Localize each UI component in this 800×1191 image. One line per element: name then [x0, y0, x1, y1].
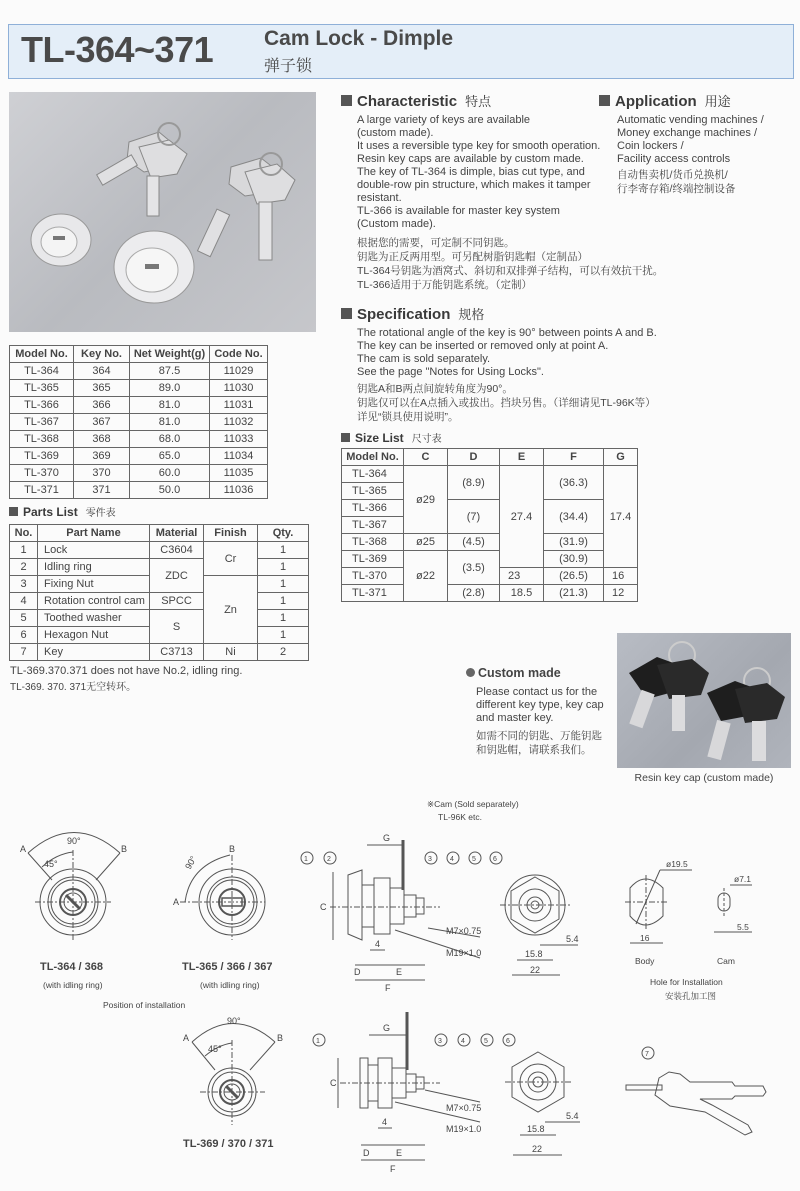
fig3-label: TL-369 / 370 / 371 [183, 1138, 274, 1150]
part-name: Lock [38, 542, 150, 559]
key-drawing [626, 1047, 766, 1135]
application-line-cn: 行李寄存箱/终端控制设备 [617, 183, 736, 195]
part-name: Idling ring [38, 559, 150, 576]
characteristic-line-cn: 根据您的需要，可定制不同钥匙。 [357, 237, 515, 249]
front-view-tl369 [192, 1024, 275, 1126]
d-cell: (8.9) [448, 466, 500, 500]
part-name: Toothed washer [38, 610, 150, 627]
dim-4-label: 4 [375, 939, 381, 949]
custom-made-line: and master key. [476, 712, 554, 724]
cam-ref: TL-96K etc. [438, 812, 482, 822]
end-view-tl364 [500, 875, 578, 975]
dim-f-label-b: F [390, 1164, 396, 1174]
table-row [10, 380, 268, 397]
custom-made-text-cn [476, 729, 616, 757]
column-header: D [448, 449, 500, 466]
specification-line: The rotational angle of the key is 90° between points A and B. [357, 327, 657, 339]
model-cell: TL-364 [342, 466, 404, 483]
angle-45-label: 45° [44, 859, 58, 869]
f-cell: (34.4) [544, 500, 604, 534]
point-a-label-fig3: A [183, 1033, 190, 1043]
table-header-row [10, 525, 309, 542]
dim-5-4-label: 5.4 [566, 934, 579, 944]
square-bullet-icon [341, 433, 350, 442]
part-no: 3 [10, 576, 38, 593]
table-row [10, 559, 309, 576]
square-bullet-icon [341, 308, 352, 319]
column-header: Material [150, 525, 204, 542]
end-view-tl369 [505, 1052, 580, 1155]
column-header: Key No. [74, 346, 130, 363]
table-row [342, 466, 638, 483]
size-table [341, 448, 638, 602]
column-header: Model No. [10, 346, 74, 363]
model-cell: TL-366 [10, 397, 74, 414]
hole-caption-cn: 安装孔加工图 [665, 991, 717, 1001]
model-cell: TL-371 [342, 585, 404, 602]
callout-5: 5 [472, 856, 476, 863]
weight-cell: 68.0 [130, 431, 210, 448]
dim-d-label-b: D [363, 1148, 370, 1158]
part-name: Rotation control cam [38, 593, 150, 610]
parts-list-heading: Parts List 零件表 [9, 505, 116, 521]
size-list-heading: Size List 尺寸表 [341, 431, 442, 447]
specification-line: The key can be inserted or removed only at point A. [357, 340, 609, 352]
table-row [10, 448, 268, 465]
specification-line-cn: 详见“锁具使用说明”。 [357, 411, 459, 423]
c-cell: ø29 [404, 466, 448, 534]
thread-large-label: M19×1.0 [446, 948, 482, 958]
circle-bullet-icon [466, 668, 475, 677]
part-no: 5 [10, 610, 38, 627]
parts-table [9, 524, 309, 661]
material-cell: SPCC [150, 593, 204, 610]
characteristic-text-cn [357, 236, 687, 292]
thread-large-label-b: M19×1.0 [446, 1124, 482, 1134]
dim-f-label: F [385, 983, 391, 993]
dim-g-label: G [383, 833, 391, 843]
column-header: Part Name [38, 525, 150, 542]
part-name: Fixing Nut [38, 576, 150, 593]
angle-90-label: 90° [67, 836, 81, 846]
part-no: 1 [10, 542, 38, 559]
key-cell: 364 [74, 363, 130, 380]
code-cell: 11032 [210, 414, 268, 431]
code-cell: 11034 [210, 448, 268, 465]
resin-key-caps-illustration [617, 633, 791, 768]
application-line: Coin lockers / [617, 140, 684, 152]
application-line: Automatic vending machines / [617, 114, 764, 126]
part-name: Hexagon Nut [38, 627, 150, 644]
application-heading: Application 用途 [599, 93, 731, 110]
table-header-row [10, 346, 268, 363]
specification-line: See the page "Notes for Using Locks". [357, 366, 544, 378]
table-row [10, 465, 268, 482]
callout-6-b: 6 [506, 1038, 510, 1045]
key-cell: 369 [74, 448, 130, 465]
key-cell: 371 [74, 482, 130, 499]
finish-cell: Ni [204, 644, 258, 661]
qty-cell: 2 [258, 644, 309, 661]
part-no: 4 [10, 593, 38, 610]
key-cell: 365 [74, 380, 130, 397]
fig2-sub: (with idling ring) [200, 980, 260, 990]
characteristic-line: (custom made). [357, 127, 434, 139]
e-cell: 27.4 [500, 466, 544, 568]
d-cell: (4.5) [448, 534, 500, 551]
weight-cell: 81.0 [130, 414, 210, 431]
model-cell: TL-369 [342, 551, 404, 568]
angle-45-label-fig3: 45° [208, 1044, 222, 1054]
custom-made-text [476, 686, 616, 725]
table-row [342, 585, 638, 602]
code-cell: 11033 [210, 431, 268, 448]
qty-cell: 1 [258, 576, 309, 593]
material-cell: C3713 [150, 644, 204, 661]
finish-cell: Cr [204, 542, 258, 576]
model-cell: TL-367 [342, 517, 404, 534]
c-cell: ø25 [404, 534, 448, 551]
dim-c-label-b: C [330, 1078, 337, 1088]
callout-7: 7 [645, 1051, 649, 1058]
characteristic-line: Resin key caps are available by custom made. [357, 153, 584, 165]
g-cell: 17.4 [604, 466, 638, 568]
callout-3: 3 [428, 856, 432, 863]
custom-made-line-cn: 和钥匙帽，请联系我们。 [476, 744, 592, 756]
table-row [10, 542, 309, 559]
model-cell: TL-366 [342, 500, 404, 517]
dim-g-label-b: G [383, 1023, 391, 1033]
dim-5-4-label-b: 5.4 [566, 1111, 579, 1121]
table-row [10, 431, 268, 448]
model-cell: TL-370 [342, 568, 404, 585]
dim-c-label: C [320, 902, 327, 912]
characteristic-line: The key of TL-364 is dimple, bias cut type, and [357, 166, 585, 178]
callout-2: 2 [327, 856, 331, 863]
dim-e-label: E [396, 967, 403, 977]
table-row [342, 534, 638, 551]
table-row [342, 500, 638, 517]
f-cell: (36.3) [544, 466, 604, 500]
specification-text-cn [357, 382, 687, 424]
model-table [9, 345, 268, 499]
angle-90-label-fig2: 90° [183, 854, 199, 871]
resin-key-cap-photo [617, 633, 791, 768]
dim-22-label: 22 [530, 965, 541, 975]
specification-line: The cam is sold separately. [357, 353, 491, 365]
code-cell: 11036 [210, 482, 268, 499]
callout-6: 6 [493, 856, 497, 863]
part-no: 2 [10, 559, 38, 576]
g-cell: 16 [604, 568, 638, 585]
qty-cell: 1 [258, 559, 309, 576]
model-range-title: TL-364~371 [21, 29, 214, 70]
weight-cell: 60.0 [130, 465, 210, 482]
model-cell: TL-365 [10, 380, 74, 397]
column-header: G [604, 449, 638, 466]
d-cell: (7) [448, 500, 500, 534]
table-row [10, 610, 309, 627]
characteristic-line-cn: TL-366适用于万能钥匙系统。（定制） [357, 279, 533, 291]
callout-1-b: 1 [316, 1038, 320, 1045]
column-header: Finish [204, 525, 258, 542]
material-cell: S [150, 610, 204, 644]
weight-cell: 50.0 [130, 482, 210, 499]
characteristic-line-cn: TL-364号钥匙为酒窝式、斜切和双排弹子结构，可以有效抗干扰。 [357, 265, 664, 277]
hole-caption: Hole for Installation [650, 977, 723, 987]
key-cell: 368 [74, 431, 130, 448]
characteristic-line: resistant. [357, 192, 402, 204]
model-cell: TL-368 [342, 534, 404, 551]
qty-cell: 1 [258, 542, 309, 559]
product-title: Cam Lock - Dimple [264, 27, 454, 50]
characteristic-text [357, 114, 607, 231]
cam-label: Cam [717, 956, 735, 966]
model-cell: TL-369 [10, 448, 74, 465]
finish-cell: Zn [204, 576, 258, 644]
square-bullet-icon [9, 507, 18, 516]
column-header: Code No. [210, 346, 268, 363]
qty-cell: 1 [258, 627, 309, 644]
hole-cam-dia-label: ø7.1 [734, 874, 752, 884]
table-row [10, 482, 268, 499]
fig1-label: TL-364 / 368 [40, 961, 103, 973]
point-a-label: A [20, 844, 27, 854]
application-line: Money exchange machines / [617, 127, 758, 139]
parts-note: TL-369.370.371 does not have No.2, idling ring. [10, 665, 243, 677]
application-line-cn: 自动售卖机/货币兑换机/ [617, 169, 728, 181]
weight-cell: 65.0 [130, 448, 210, 465]
point-b-label-fig2: B [229, 844, 236, 854]
table-row [10, 363, 268, 380]
model-cell: TL-367 [10, 414, 74, 431]
callout-4-b: 4 [461, 1038, 465, 1045]
qty-cell: 1 [258, 610, 309, 627]
cam-locks-and-keys-illustration [9, 92, 316, 332]
product-title-cn: 弹子锁 [264, 58, 313, 75]
cam-note: ※Cam (Sold separately) [427, 799, 519, 809]
specification-text [357, 327, 687, 379]
thread-small-label: M7×0.75 [446, 926, 482, 936]
f-cell: (21.3) [544, 585, 604, 602]
side-view-tl369 [338, 1012, 480, 1160]
square-bullet-icon [599, 95, 610, 106]
model-cell: TL-364 [10, 363, 74, 380]
d-cell: (2.8) [448, 585, 500, 602]
column-header: C [404, 449, 448, 466]
characteristic-line: It uses a reversible type key for smooth operation. [357, 140, 601, 152]
specification-line-cn: 钥匙仅可以在A点插入或拔出。挡块另售。（详细请见TL-96K等） [357, 397, 656, 409]
g-cell: 12 [604, 585, 638, 602]
application-line: Facility access controls [617, 153, 731, 165]
thread-small-label-b: M7×0.75 [446, 1103, 482, 1113]
specification-line-cn: 钥匙A和B两点间旋转角度为90°。 [357, 383, 513, 395]
c-cell: ø22 [404, 551, 448, 602]
code-cell: 11030 [210, 380, 268, 397]
custom-made-line-cn: 如需不同的钥匙、万能钥匙 [476, 730, 602, 742]
hole-body-w-label: 16 [640, 933, 650, 943]
d-cell: (3.5) [448, 551, 500, 585]
side-view-tl364 [330, 840, 480, 980]
front-view-tl364 [28, 833, 120, 941]
column-header: Qty. [258, 525, 309, 542]
e-cell: 18.5 [500, 585, 544, 602]
dim-15-8-label-b: 15.8 [527, 1124, 545, 1134]
characteristic-line: double-row pin structure, which makes it tamper [357, 179, 591, 191]
page-header [8, 24, 794, 79]
callout-1: 1 [304, 856, 308, 863]
model-cell: TL-368 [10, 431, 74, 448]
application-text [617, 114, 797, 166]
specification-heading: Specification 规格 [341, 306, 484, 323]
f-cell: (30.9) [544, 551, 604, 568]
table-row [10, 397, 268, 414]
column-header: No. [10, 525, 38, 542]
column-header: Net Weight(g) [130, 346, 210, 363]
f-cell: (31.9) [544, 534, 604, 551]
resin-key-cap-caption: Resin key cap (custom made) [634, 772, 774, 784]
weight-cell: 81.0 [130, 397, 210, 414]
square-bullet-icon [341, 95, 352, 106]
table-row [10, 414, 268, 431]
column-header: E [500, 449, 544, 466]
angle-90-label-fig3: 90° [227, 1016, 241, 1026]
part-no: 6 [10, 627, 38, 644]
part-no: 7 [10, 644, 38, 661]
custom-made-heading: Custom made [466, 666, 561, 680]
model-cell: TL-371 [10, 482, 74, 499]
code-cell: 11029 [210, 363, 268, 380]
callout-4: 4 [450, 856, 454, 863]
parts-note-cn: TL-369. 370. 371无空转环。 [10, 682, 137, 693]
point-b-label: B [121, 844, 128, 854]
part-name: Key [38, 644, 150, 661]
code-cell: 11035 [210, 465, 268, 482]
body-label: Body [635, 956, 655, 966]
characteristic-heading: Characteristic 特点 [341, 93, 491, 110]
callout-5-b: 5 [484, 1038, 488, 1045]
key-cell: 370 [74, 465, 130, 482]
table-row [10, 644, 309, 661]
dim-4-label-b: 4 [382, 1117, 388, 1127]
dim-d-label: D [354, 967, 361, 977]
column-header: F [544, 449, 604, 466]
custom-made-line: Please contact us for the [476, 686, 598, 698]
f-cell: (26.5) [544, 568, 604, 585]
characteristic-line: A large variety of keys are available [357, 114, 531, 126]
key-cell: 366 [74, 397, 130, 414]
hole-cam-w-label: 5.5 [737, 922, 749, 932]
application-text-cn [617, 168, 797, 196]
hole-body-dia-label: ø19.5 [666, 859, 688, 869]
material-cell: C3604 [150, 542, 204, 559]
point-a-label-fig2: A [173, 897, 180, 907]
characteristic-line: TL-366 is available for master key system [357, 205, 560, 217]
material-cell: ZDC [150, 559, 204, 593]
dim-22-label-b: 22 [532, 1144, 543, 1154]
product-photo [9, 92, 316, 332]
table-row [342, 551, 638, 568]
callout-3-b: 3 [438, 1038, 442, 1045]
characteristic-line: (Custom made). [357, 218, 436, 230]
weight-cell: 87.5 [130, 363, 210, 380]
table-header-row [342, 449, 638, 466]
e-cell: 23 [500, 568, 544, 585]
point-b-label-fig3: B [277, 1033, 284, 1043]
key-cell: 367 [74, 414, 130, 431]
model-cell: TL-370 [10, 465, 74, 482]
custom-made-line: different key type, key cap [476, 699, 604, 711]
technical-drawings [0, 790, 800, 1191]
position-caption: Position of installation [103, 1000, 186, 1010]
fig1-sub: (with idling ring) [43, 980, 103, 990]
characteristic-line-cn: 钥匙为正反两用型。可另配树脂钥匙帽（定制品） [357, 251, 588, 263]
dim-15-8-label: 15.8 [525, 949, 543, 959]
dim-e-label-b: E [396, 1148, 403, 1158]
table-row [10, 593, 309, 610]
column-header: Model No. [342, 449, 404, 466]
qty-cell: 1 [258, 593, 309, 610]
fig2-label: TL-365 / 366 / 367 [182, 961, 273, 973]
code-cell: 11031 [210, 397, 268, 414]
model-cell: TL-365 [342, 483, 404, 500]
weight-cell: 89.0 [130, 380, 210, 397]
